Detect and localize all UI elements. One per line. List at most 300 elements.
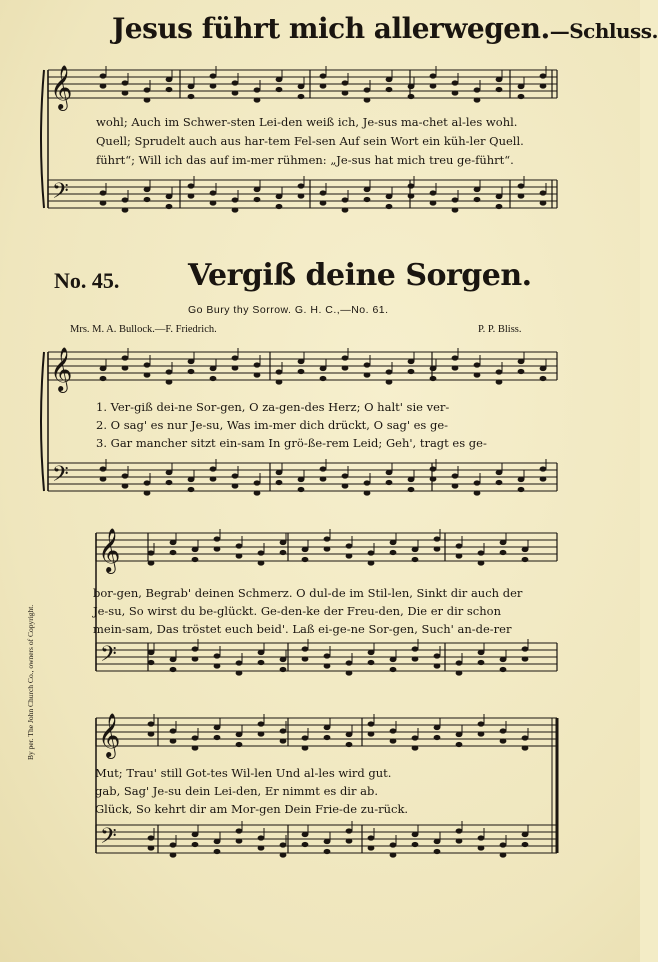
note-head bbox=[430, 200, 437, 205]
note-head bbox=[408, 359, 415, 364]
note-head bbox=[408, 477, 415, 482]
note-head bbox=[434, 849, 441, 854]
note-head bbox=[236, 553, 243, 558]
note-head bbox=[100, 376, 107, 381]
note-head bbox=[500, 667, 507, 672]
note-head bbox=[144, 197, 151, 202]
note-head bbox=[496, 480, 503, 485]
note-head bbox=[430, 190, 437, 195]
treble-clef: 𝄞 bbox=[98, 713, 121, 757]
note-head bbox=[496, 379, 503, 384]
note-head bbox=[364, 372, 371, 377]
note-head bbox=[210, 376, 217, 381]
lyric-line: Quell; Sprudelt auch aus har-tem Fel-sen Auf sein Wort ein küh-ler Quell. bbox=[96, 134, 524, 148]
hymn-title: Vergiß deine Sorgen. bbox=[188, 258, 532, 293]
note-head bbox=[452, 365, 459, 370]
note-head bbox=[232, 365, 239, 370]
note-head bbox=[368, 650, 375, 655]
system-brace bbox=[41, 352, 44, 491]
note-head bbox=[390, 728, 397, 733]
note-head bbox=[434, 839, 441, 844]
note-head bbox=[148, 835, 155, 840]
note-head bbox=[474, 480, 481, 485]
note-head bbox=[298, 193, 305, 198]
note-head bbox=[192, 646, 199, 651]
note-head bbox=[210, 190, 217, 195]
note-head bbox=[214, 735, 221, 740]
note-head bbox=[518, 477, 525, 482]
note-head bbox=[342, 197, 349, 202]
note-head bbox=[210, 73, 217, 78]
note-head bbox=[456, 670, 463, 675]
note-head bbox=[258, 835, 265, 840]
note-head bbox=[452, 473, 459, 478]
note-head bbox=[192, 656, 199, 661]
bass-clef: 𝄢 bbox=[52, 179, 69, 209]
note-head bbox=[280, 842, 287, 847]
note-head bbox=[214, 653, 221, 658]
note-head bbox=[518, 487, 525, 492]
note-head bbox=[298, 369, 305, 374]
note-head bbox=[386, 379, 393, 384]
note-head bbox=[276, 87, 283, 92]
note-head bbox=[236, 543, 243, 548]
note-head bbox=[170, 728, 177, 733]
note-head bbox=[144, 490, 151, 495]
note-head bbox=[452, 483, 459, 488]
bass-clef: 𝄢 bbox=[52, 462, 69, 492]
note-head bbox=[276, 369, 283, 374]
note-head bbox=[192, 735, 199, 740]
lyric-line: Mut; Trau' still Got-tes Wil-len Und al-les wird gut. bbox=[95, 766, 392, 780]
note-head bbox=[148, 550, 155, 555]
note-head bbox=[232, 473, 239, 478]
note-head bbox=[144, 87, 151, 92]
note-head bbox=[144, 372, 151, 377]
note-head bbox=[214, 536, 221, 541]
note-head bbox=[500, 657, 507, 662]
note-head bbox=[276, 194, 283, 199]
note-head bbox=[346, 553, 353, 558]
note-head bbox=[214, 725, 221, 730]
note-head bbox=[500, 852, 507, 857]
note-head bbox=[122, 80, 129, 85]
hymn-number: No. 45. bbox=[54, 268, 120, 293]
note-head bbox=[236, 742, 243, 747]
note-head bbox=[522, 842, 529, 847]
lyric-line: gab, Sag' Je-su dein Lei-den, Er nimmt es dir ab. bbox=[95, 784, 379, 798]
lyric-line: Glück, So kehrt dir am Mor-gen Dein Frie-de zu-rück. bbox=[95, 802, 409, 816]
note-head bbox=[166, 87, 173, 92]
note-head bbox=[408, 369, 415, 374]
note-head bbox=[170, 852, 177, 857]
note-head bbox=[254, 97, 261, 102]
note-head bbox=[276, 77, 283, 82]
note-head bbox=[496, 470, 503, 475]
note-head bbox=[408, 193, 415, 198]
note-head bbox=[276, 480, 283, 485]
note-head bbox=[324, 839, 331, 844]
note-head bbox=[474, 362, 481, 367]
note-head bbox=[100, 190, 107, 195]
note-head bbox=[456, 732, 463, 737]
note-head bbox=[390, 842, 397, 847]
note-head bbox=[320, 73, 327, 78]
note-head bbox=[148, 560, 155, 565]
note-head bbox=[386, 87, 393, 92]
note-head bbox=[346, 732, 353, 737]
note-head bbox=[412, 646, 419, 651]
note-head bbox=[166, 369, 173, 374]
note-head bbox=[192, 547, 199, 552]
note-head bbox=[148, 650, 155, 655]
title-suffix: —Schluss. bbox=[549, 19, 658, 43]
note-head bbox=[254, 187, 261, 192]
note-head bbox=[342, 365, 349, 370]
note-head bbox=[452, 355, 459, 360]
note-head bbox=[298, 487, 305, 492]
note-head bbox=[148, 845, 155, 850]
note-head bbox=[474, 197, 481, 202]
note-head bbox=[192, 842, 199, 847]
note-head bbox=[342, 473, 349, 478]
note-head bbox=[386, 204, 393, 209]
note-head bbox=[474, 490, 481, 495]
note-head bbox=[390, 550, 397, 555]
note-head bbox=[478, 845, 485, 850]
note-head bbox=[412, 842, 419, 847]
note-head bbox=[236, 660, 243, 665]
note-head bbox=[324, 849, 331, 854]
note-head bbox=[522, 557, 529, 562]
note-head bbox=[478, 660, 485, 665]
note-head bbox=[522, 656, 529, 661]
note-head bbox=[210, 83, 217, 88]
note-head bbox=[214, 849, 221, 854]
note-head bbox=[210, 366, 217, 371]
note-head bbox=[364, 87, 371, 92]
note-head bbox=[254, 197, 261, 202]
note-head bbox=[298, 359, 305, 364]
note-head bbox=[364, 490, 371, 495]
note-head bbox=[100, 83, 107, 88]
note-head bbox=[496, 87, 503, 92]
note-head bbox=[324, 725, 331, 730]
note-head bbox=[254, 362, 261, 367]
note-head bbox=[390, 852, 397, 857]
note-head bbox=[368, 731, 375, 736]
note-head bbox=[500, 728, 507, 733]
note-head bbox=[148, 721, 155, 726]
note-head bbox=[148, 660, 155, 665]
note-head bbox=[342, 207, 349, 212]
note-head bbox=[280, 550, 287, 555]
note-head bbox=[434, 663, 441, 668]
note-head bbox=[390, 657, 397, 662]
note-head bbox=[298, 183, 305, 188]
note-head bbox=[518, 193, 525, 198]
note-head bbox=[100, 466, 107, 471]
note-head bbox=[408, 487, 415, 492]
note-head bbox=[302, 842, 309, 847]
note-head bbox=[170, 657, 177, 662]
note-head bbox=[144, 97, 151, 102]
note-head bbox=[346, 670, 353, 675]
note-head bbox=[386, 470, 393, 475]
note-head bbox=[364, 187, 371, 192]
note-head bbox=[188, 487, 195, 492]
note-head bbox=[518, 84, 525, 89]
note-head bbox=[390, 540, 397, 545]
note-head bbox=[368, 550, 375, 555]
note-head bbox=[408, 94, 415, 99]
note-head bbox=[276, 379, 283, 384]
note-head bbox=[258, 650, 265, 655]
note-head bbox=[342, 355, 349, 360]
note-head bbox=[434, 653, 441, 658]
copyright-note: By per. The John Church Co., owners of Copyright. bbox=[26, 604, 35, 760]
system-brace bbox=[41, 70, 44, 208]
note-head bbox=[214, 546, 221, 551]
note-head bbox=[170, 842, 177, 847]
note-head bbox=[346, 660, 353, 665]
treble-clef: 𝄞 bbox=[98, 528, 121, 572]
note-head bbox=[100, 366, 107, 371]
note-head bbox=[298, 477, 305, 482]
note-head bbox=[496, 204, 503, 209]
note-head bbox=[430, 376, 437, 381]
note-head bbox=[188, 477, 195, 482]
note-head bbox=[518, 369, 525, 374]
note-head bbox=[478, 731, 485, 736]
note-head bbox=[276, 204, 283, 209]
note-head bbox=[324, 653, 331, 658]
lyric-line: bor-gen, Begrab' deinen Schmerz. O dul-de im Stil-len, Sinkt dir auch der bbox=[93, 586, 523, 600]
note-head bbox=[456, 742, 463, 747]
note-head bbox=[232, 90, 239, 95]
note-head bbox=[518, 359, 525, 364]
note-head bbox=[496, 369, 503, 374]
note-head bbox=[258, 660, 265, 665]
note-head bbox=[342, 90, 349, 95]
note-head bbox=[320, 190, 327, 195]
note-head bbox=[540, 366, 547, 371]
note-head bbox=[280, 540, 287, 545]
note-head bbox=[188, 183, 195, 188]
bass-clef: 𝄢 bbox=[100, 642, 117, 672]
note-head bbox=[500, 550, 507, 555]
note-head bbox=[518, 183, 525, 188]
bass-clef: 𝄢 bbox=[100, 824, 117, 854]
note-head bbox=[258, 721, 265, 726]
note-head bbox=[522, 646, 529, 651]
note-head bbox=[232, 355, 239, 360]
note-head bbox=[302, 656, 309, 661]
note-head bbox=[298, 94, 305, 99]
note-head bbox=[302, 547, 309, 552]
note-head bbox=[452, 207, 459, 212]
note-head bbox=[434, 725, 441, 730]
note-head bbox=[144, 480, 151, 485]
note-head bbox=[188, 369, 195, 374]
lyric-line: 1. Ver-giß dei-ne Sor-gen, O za-gen-des Herz; O halt' sie ver- bbox=[96, 400, 450, 414]
note-head bbox=[170, 550, 177, 555]
note-head bbox=[474, 87, 481, 92]
note-head bbox=[122, 90, 129, 95]
note-head bbox=[474, 372, 481, 377]
note-head bbox=[540, 200, 547, 205]
note-head bbox=[210, 200, 217, 205]
note-head bbox=[188, 193, 195, 198]
note-head bbox=[434, 546, 441, 551]
note-head bbox=[324, 536, 331, 541]
note-head bbox=[478, 550, 485, 555]
note-head bbox=[192, 557, 199, 562]
note-head bbox=[232, 483, 239, 488]
note-head bbox=[386, 194, 393, 199]
note-head bbox=[386, 77, 393, 82]
note-head bbox=[390, 738, 397, 743]
note-head bbox=[324, 546, 331, 551]
note-head bbox=[188, 84, 195, 89]
note-head bbox=[408, 84, 415, 89]
note-head bbox=[390, 667, 397, 672]
note-head bbox=[122, 483, 129, 488]
note-head bbox=[500, 540, 507, 545]
note-head bbox=[100, 200, 107, 205]
note-head bbox=[456, 828, 463, 833]
note-head bbox=[430, 466, 437, 471]
note-head bbox=[456, 553, 463, 558]
note-head bbox=[188, 94, 195, 99]
note-head bbox=[302, 646, 309, 651]
note-head bbox=[434, 536, 441, 541]
note-head bbox=[430, 73, 437, 78]
lyric-line: wohl; Auch im Schwer-sten Lei-den weiß ich, Je-sus ma-chet al-les wohl. bbox=[96, 115, 518, 129]
note-head bbox=[280, 667, 287, 672]
note-head bbox=[302, 557, 309, 562]
lyric-line: führt“; Will ich das auf im-mer rühmen: „Je-sus hat mich treu ge-führt“. bbox=[96, 153, 514, 167]
note-head bbox=[452, 197, 459, 202]
note-head bbox=[100, 476, 107, 481]
hymn-source: Go Bury thy Sorrow. G. H. C.,—No. 61. bbox=[188, 304, 389, 316]
note-head bbox=[368, 835, 375, 840]
treble-clef: 𝄞 bbox=[50, 65, 73, 109]
note-head bbox=[324, 663, 331, 668]
note-head bbox=[236, 838, 243, 843]
author-credit: Mrs. M. A. Bullock.—F. Friedrich. bbox=[70, 324, 217, 335]
note-head bbox=[170, 540, 177, 545]
note-head bbox=[522, 735, 529, 740]
note-head bbox=[258, 550, 265, 555]
note-head bbox=[320, 376, 327, 381]
note-head bbox=[346, 543, 353, 548]
lyric-line: 3. Gar mancher sitzt ein-sam In grö-ße-rem Leid; Geh', tragt es ge- bbox=[96, 436, 487, 450]
note-head bbox=[236, 732, 243, 737]
note-head bbox=[412, 547, 419, 552]
note-head bbox=[320, 466, 327, 471]
note-head bbox=[166, 470, 173, 475]
note-head bbox=[298, 84, 305, 89]
note-head bbox=[232, 197, 239, 202]
note-head bbox=[496, 77, 503, 82]
note-head bbox=[254, 490, 261, 495]
note-head bbox=[342, 80, 349, 85]
note-head bbox=[210, 466, 217, 471]
note-head bbox=[478, 835, 485, 840]
note-head bbox=[478, 721, 485, 726]
note-head bbox=[452, 80, 459, 85]
note-head bbox=[412, 656, 419, 661]
note-head bbox=[430, 476, 437, 481]
note-head bbox=[258, 845, 265, 850]
note-head bbox=[254, 372, 261, 377]
note-head bbox=[364, 197, 371, 202]
note-head bbox=[320, 83, 327, 88]
note-head bbox=[166, 379, 173, 384]
note-head bbox=[148, 731, 155, 736]
note-head bbox=[500, 738, 507, 743]
note-head bbox=[368, 721, 375, 726]
note-head bbox=[540, 73, 547, 78]
note-head bbox=[166, 77, 173, 82]
note-head bbox=[478, 650, 485, 655]
note-head bbox=[386, 480, 393, 485]
note-head bbox=[254, 87, 261, 92]
note-head bbox=[280, 852, 287, 857]
note-head bbox=[100, 73, 107, 78]
note-head bbox=[320, 366, 327, 371]
note-head bbox=[188, 359, 195, 364]
note-head bbox=[364, 480, 371, 485]
note-head bbox=[540, 190, 547, 195]
note-head bbox=[258, 560, 265, 565]
note-head bbox=[236, 670, 243, 675]
composer-credit: P. P. Bliss. bbox=[478, 324, 522, 335]
note-head bbox=[192, 832, 199, 837]
note-head bbox=[412, 557, 419, 562]
note-head bbox=[518, 94, 525, 99]
note-head bbox=[302, 735, 309, 740]
note-head bbox=[522, 832, 529, 837]
note-head bbox=[214, 663, 221, 668]
note-head bbox=[386, 369, 393, 374]
note-head bbox=[232, 207, 239, 212]
note-head bbox=[232, 80, 239, 85]
note-head bbox=[412, 745, 419, 750]
note-head bbox=[280, 657, 287, 662]
note-head bbox=[280, 728, 287, 733]
note-head bbox=[254, 480, 261, 485]
note-head bbox=[122, 365, 129, 370]
note-head bbox=[522, 547, 529, 552]
note-head bbox=[122, 473, 129, 478]
note-head bbox=[166, 194, 173, 199]
note-head bbox=[364, 97, 371, 102]
note-head bbox=[368, 660, 375, 665]
note-head bbox=[540, 376, 547, 381]
note-head bbox=[122, 207, 129, 212]
note-head bbox=[236, 828, 243, 833]
treble-clef: 𝄞 bbox=[50, 347, 73, 391]
note-head bbox=[342, 483, 349, 488]
note-head bbox=[434, 735, 441, 740]
lyric-line: mein-sam, Das tröstet euch beid'. Laß ei-ge-ne Sor-gen, Such' an-de-rer bbox=[93, 622, 512, 636]
note-head bbox=[456, 543, 463, 548]
note-head bbox=[540, 83, 547, 88]
note-head bbox=[170, 738, 177, 743]
lyric-line: 2. O sag' es nur Je-su, Was im-mer dich drückt, O sag' es ge- bbox=[96, 418, 449, 432]
